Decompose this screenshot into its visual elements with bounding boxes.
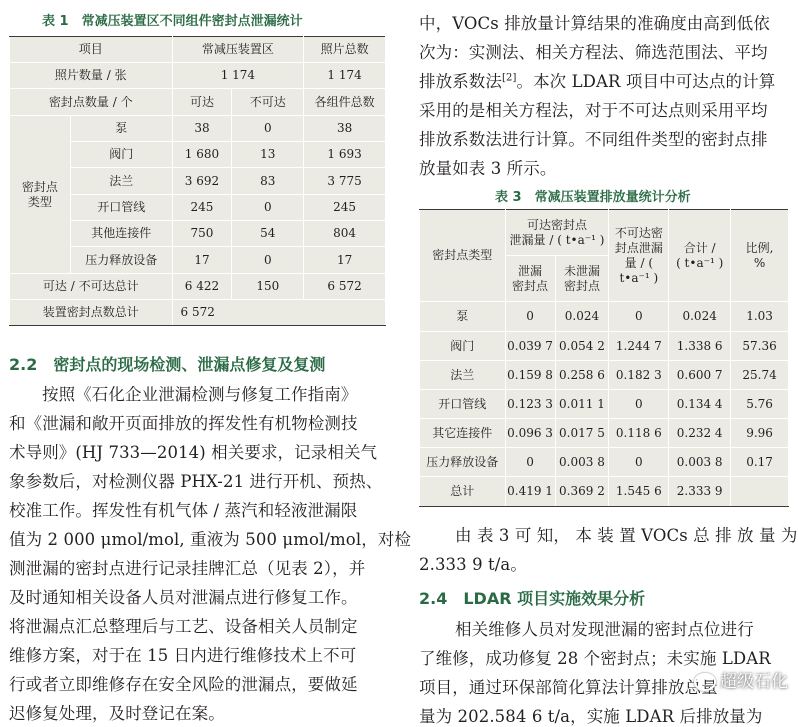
text-span: ( t•a⁻¹ ) — [676, 255, 724, 270]
table-cell: 0.096 3 — [505, 419, 555, 448]
text-span: 排放系数法 — [419, 72, 502, 91]
table-cell: 2.333 9 — [669, 477, 731, 507]
table-cell: 0.17 — [731, 448, 789, 477]
table-cell: 57.36 — [731, 332, 789, 361]
table-cell: 其他连接件 — [70, 221, 172, 247]
table-cell: 0.182 3 — [609, 361, 669, 390]
text-span: 封点泄漏 — [614, 240, 663, 255]
table-cell: 0.600 7 — [669, 361, 731, 390]
text-line: 象参数后，对检测仪器 PHX-21 进行开机、预热、 — [9, 472, 383, 491]
text-line: 采用的是相关方程法，对于不可达点则采用平均 — [419, 101, 768, 120]
table-cell: 13 — [232, 142, 304, 168]
table-cell: 0.369 2 — [555, 477, 609, 507]
table3-header-ratio — [731, 210, 789, 302]
table-cell: 泵 — [420, 302, 506, 332]
table-cell: 6 572 — [304, 274, 386, 300]
table-cell: 245 — [172, 195, 232, 221]
table1-header-item: 项目 — [10, 37, 173, 63]
citation-ref: [2] — [502, 72, 517, 84]
text-line: 测泄漏的密封点进行记录挂牌汇总（见表 2），并 — [9, 559, 366, 578]
table1-photo-label: 照片数量 / 张 — [10, 63, 173, 89]
table-row — [420, 210, 789, 256]
table-cell: 54 — [232, 221, 304, 247]
text-span: 不可达密 — [614, 225, 663, 240]
text-span: 未泄漏 — [563, 263, 600, 278]
table-cell: 1 680 — [172, 142, 232, 168]
table-cell — [731, 477, 789, 507]
text-line: 值为 2 000 μmol/mol, 重液为 500 μmol/mol，对检 — [9, 530, 411, 549]
table-cell: 0.024 — [555, 302, 609, 332]
table-cell: 0.123 3 — [505, 390, 555, 419]
text-line: 项目，通过环保部简化算法计算排放总量 — [419, 678, 718, 697]
table-row — [420, 332, 789, 361]
table1-seal-label: 密封点数量 / 个 — [10, 89, 173, 116]
table-cell: 0.118 6 — [609, 419, 669, 448]
table-cell: 1.545 6 — [609, 477, 669, 507]
table-cell: 38 — [304, 116, 386, 142]
table1-photo-total: 1 174 — [304, 63, 386, 89]
text-span: 本次 LDAR 项目中可达点的计算 — [533, 72, 776, 91]
table-cell: 150 — [232, 274, 304, 300]
table1-header-total: 照片总数 — [304, 37, 386, 63]
table-row — [10, 63, 386, 89]
table-cell: 0.011 1 — [555, 390, 609, 419]
table-cell: 阀门 — [70, 142, 172, 168]
text-line — [419, 68, 775, 92]
table-cell: 0 — [505, 448, 555, 477]
table-cell: 0.039 7 — [505, 332, 555, 361]
table3-header-noleak — [555, 256, 609, 302]
table-row — [10, 116, 386, 142]
table-cell: 1.244 7 — [609, 332, 669, 361]
table-cell: 25.74 — [731, 361, 789, 390]
table-cell: 0 — [609, 448, 669, 477]
text-line: 排放系数法进行计算。不同组件类型的密封点排 — [419, 130, 768, 149]
table-cell: 0.054 2 — [555, 332, 609, 361]
table-cell: 804 — [304, 221, 386, 247]
table1-header-reach: 可达 — [172, 89, 232, 116]
table1-type-label: 密封点类型 — [10, 116, 71, 274]
table-cell: 17 — [304, 247, 386, 274]
table-cell: 9.96 — [731, 419, 789, 448]
text-span: 量 / ( t•a⁻¹ ) — [619, 255, 659, 285]
table3-caption: 表 3 常减压装置排放量统计分析 — [495, 190, 691, 205]
table-cell: 0.258 6 — [555, 361, 609, 390]
text-span: 合计 / — [683, 240, 716, 255]
text-line: 2.333 9 t/a。 — [419, 555, 527, 574]
table-row — [10, 37, 386, 63]
table-row — [420, 390, 789, 419]
table3 — [419, 209, 789, 507]
table-cell: 38 — [172, 116, 232, 142]
table-row — [420, 477, 789, 507]
table3-header-reach — [505, 210, 609, 256]
table-cell: 法兰 — [420, 361, 506, 390]
text-span: % — [753, 255, 766, 270]
text-line: 及时通知相关设备人员对泄漏点进行修复工作。 — [9, 588, 358, 607]
table-cell: 0.003 8 — [555, 448, 609, 477]
table-cell: 0.159 8 — [505, 361, 555, 390]
table-cell: 压力释放设备 — [420, 448, 506, 477]
table3-header-total — [669, 210, 731, 302]
table-cell: 6 422 — [172, 274, 232, 300]
table1-all-value: 6 572 — [172, 300, 385, 326]
table-cell: 1.03 — [731, 302, 789, 332]
text-line: 将泄漏点汇总整理后与工艺、设备相关人员制定 — [9, 617, 358, 636]
table-row — [420, 361, 789, 390]
table-cell: 1.338 6 — [669, 332, 731, 361]
text-line: 相关维修人员对发现泄漏的密封点位进行 — [455, 620, 754, 639]
table-cell: 5.76 — [731, 390, 789, 419]
table-cell: 0 — [232, 195, 304, 221]
table-cell: 0 — [505, 302, 555, 332]
text-line: 术导则》(HJ 733—2014) 相关要求，记录相关气 — [9, 443, 378, 462]
text-line: 了维修，成功修复 28 个密封点；未实施 LDAR — [419, 649, 771, 668]
table3-header-leak — [505, 256, 555, 302]
table3-header-unreach — [609, 210, 669, 302]
table-cell: 3 692 — [172, 168, 232, 195]
table-cell: 0 — [609, 302, 669, 332]
text-span: 泄漏 — [518, 263, 543, 278]
table-cell: 0.017 5 — [555, 419, 609, 448]
table-row — [10, 89, 386, 116]
table-cell: 总计 — [420, 477, 506, 507]
text-span: 可达密封点 — [526, 217, 587, 232]
table-cell: 0.003 8 — [669, 448, 731, 477]
text-line: 行或者立即维修存在安全风险的泄漏点，要做延 — [9, 675, 358, 694]
table1-caption: 表 1 常减压装置区不同组件密封点泄漏统计 — [42, 14, 303, 29]
table-cell: 0 — [232, 116, 304, 142]
text-line: 按照《石化企业泄漏检测与修复工作指南》 — [42, 385, 358, 404]
table-row — [420, 302, 789, 332]
table-cell: 0.419 1 — [505, 477, 555, 507]
table-cell: 0.134 4 — [669, 390, 731, 419]
table-cell: 17 — [172, 247, 232, 274]
table-cell: 0.232 4 — [669, 419, 731, 448]
text-span: 密封点 — [563, 278, 600, 293]
text-span: 泄漏量 / ( t•a⁻¹ ) — [509, 232, 605, 247]
text-span: 密封点 — [512, 278, 549, 293]
table-row — [420, 419, 789, 448]
table1-header-unreach: 不可达 — [232, 89, 304, 116]
table1-header-each: 各组件总数 — [304, 89, 386, 116]
watermark-logo — [694, 667, 788, 692]
table-row — [10, 274, 386, 300]
text-line: 校准工作。挥发性有机气体 / 蒸汽和轻液泄漏限 — [9, 501, 358, 520]
text-line: 放量如表 3 所示。 — [419, 159, 557, 178]
text-span: 。 — [516, 72, 534, 91]
table-row — [420, 448, 789, 477]
table-cell: 3 775 — [304, 168, 386, 195]
table1-all-label: 装置密封点数总计 — [10, 300, 173, 326]
table-cell: 0 — [609, 390, 669, 419]
table-cell: 83 — [232, 168, 304, 195]
table1-sum-label: 可达 / 不可达总计 — [10, 274, 173, 300]
text-line: 次为：实测法、相关方程法、筛选范围法、平均 — [419, 43, 768, 62]
table-cell: 其它连接件 — [420, 419, 506, 448]
table-cell: 阀门 — [420, 332, 506, 361]
watermark-text: 超级石化 — [720, 672, 788, 692]
table-cell: 开口管线 — [70, 195, 172, 221]
table3-header-type: 密封点类型 — [420, 210, 506, 302]
text-line: 和《泄漏和敞开页面排放的挥发性有机物检测技 — [9, 414, 358, 433]
table-row — [10, 300, 386, 326]
table-cell: 泵 — [70, 116, 172, 142]
text-line: 迟修复处理，及时登记在案。 — [9, 704, 225, 723]
table-cell: 0 — [232, 247, 304, 274]
table1 — [9, 36, 386, 326]
text-line: 由 表 3 可 知， 本 装 置 VOCs 总 排 放 量 为 — [455, 526, 798, 545]
table-cell: 245 — [304, 195, 386, 221]
wechat-icon — [694, 673, 716, 691]
section-2-2-heading: 2.2 密封点的现场检测、泄漏点修复及复测 — [9, 355, 326, 374]
table-cell: 0.024 — [669, 302, 731, 332]
table-cell: 750 — [172, 221, 232, 247]
text-line: 量为 202.584 6 t/a，实施 LDAR 后排放量为 — [419, 707, 763, 726]
table1-header-area: 常减压装置区 — [172, 37, 304, 63]
text-line: 中，VOCs 排放量计算结果的准确度由高到低依 — [419, 14, 770, 33]
table-cell: 法兰 — [70, 168, 172, 195]
text-span: 比例, — [745, 240, 774, 255]
text-line: 维修方案，对于在 15 日内进行维修技术上不可 — [9, 646, 357, 665]
table-cell: 1 693 — [304, 142, 386, 168]
table1-photo-area: 1 174 — [172, 63, 304, 89]
table-cell: 压力释放设备 — [70, 247, 172, 274]
section-2-4-heading: 2.4 LDAR 项目实施效果分析 — [419, 589, 646, 608]
table-cell: 开口管线 — [420, 390, 506, 419]
